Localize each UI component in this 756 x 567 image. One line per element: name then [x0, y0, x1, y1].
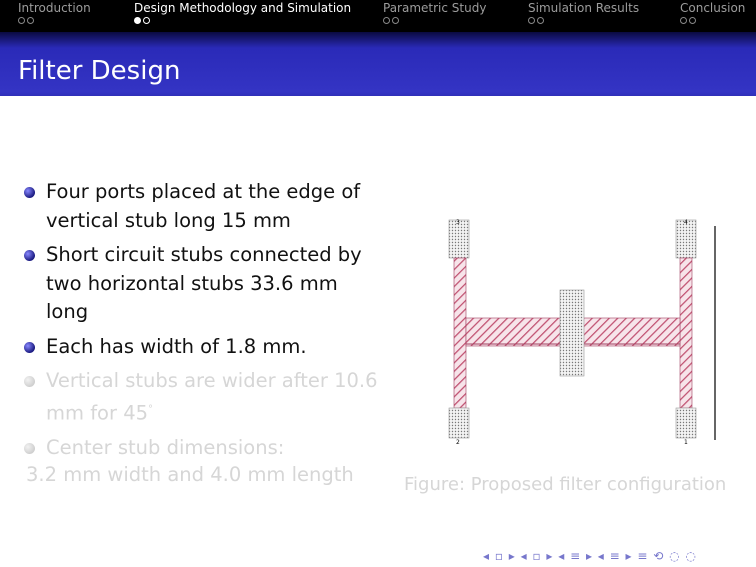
nav-dot[interactable] [27, 17, 34, 24]
degree-symbol: ° [148, 403, 154, 415]
right-vertical-stub [680, 258, 692, 408]
bullet-text: Each has width of 1.8 mm. [46, 334, 307, 358]
port-label-1: 1 [684, 439, 688, 446]
port-label-2: 2 [456, 439, 460, 446]
nav-section-conclusion[interactable]: Conclusion [680, 1, 746, 15]
bullet-item [24, 178, 384, 235]
slide-title: Filter Design [18, 56, 181, 86]
center-stub-dimensions-text: 3.2 mm width and 4.0 mm length [26, 463, 354, 486]
nav-dot[interactable] [143, 17, 150, 24]
nav-dots-parametric-study[interactable] [383, 17, 399, 24]
right-port-pad-bottom [676, 408, 696, 438]
port-label-4: 4 [684, 219, 688, 226]
nav-dot-current[interactable] [134, 17, 141, 24]
nav-dot[interactable] [18, 17, 25, 24]
bullet-text: Vertical stubs are wider after 10.6 mm for 45 [46, 369, 378, 424]
bullet-text: Center stub dimensions: [46, 435, 285, 459]
bullet-item [24, 333, 384, 362]
center-stub [560, 290, 584, 376]
left-port-pad-bottom [449, 408, 469, 438]
nav-section-simulation-results[interactable]: Simulation Results [528, 1, 640, 15]
nav-dots-simulation-results[interactable] [528, 17, 544, 24]
nav-dot[interactable] [528, 17, 535, 24]
bullet-icon [24, 443, 35, 454]
nav-section-parametric-study[interactable]: Parametric Study [383, 1, 487, 15]
bullet-text: Four ports placed at the edge of vertical stub long 15 mm [46, 180, 361, 232]
nav-dot[interactable] [383, 17, 390, 24]
nav-dots-conclusion[interactable] [680, 17, 696, 24]
section-navigation-bar [0, 0, 756, 32]
filter-configuration-figure [424, 214, 724, 454]
port-label-3: 3 [456, 219, 460, 226]
figure-caption: Figure: Proposed filter configuration [404, 474, 727, 495]
bullet-item-hidden [24, 434, 384, 463]
nav-dot[interactable] [392, 17, 399, 24]
bullet-text: Short circuit stubs connected by two horizontal stubs 33.6 mm long [46, 243, 362, 323]
nav-dots-introduction[interactable] [18, 17, 34, 24]
bullet-icon [24, 250, 35, 261]
bullet-icon [24, 376, 35, 387]
nav-dots-design-methodology[interactable] [134, 17, 150, 24]
bullet-item-hidden [24, 367, 384, 428]
bullet-icon [24, 342, 35, 353]
beamer-navigation-controls[interactable]: ◂ ▫ ▸ ◂ ▫ ▸ ◂ ≡ ▸ ◂ ≡ ▸ ≡ ⟲ ◌ ◌ [483, 549, 697, 563]
nav-dot[interactable] [537, 17, 544, 24]
bullet-icon [24, 187, 35, 198]
bullet-list [24, 178, 384, 468]
left-vertical-stub [454, 258, 466, 408]
nav-dot[interactable] [689, 17, 696, 24]
nav-section-introduction[interactable]: Introduction [18, 1, 91, 15]
nav-section-design-methodology[interactable]: Design Methodology and Simulation [134, 1, 352, 15]
bullet-item [24, 241, 384, 327]
nav-dot[interactable] [680, 17, 687, 24]
